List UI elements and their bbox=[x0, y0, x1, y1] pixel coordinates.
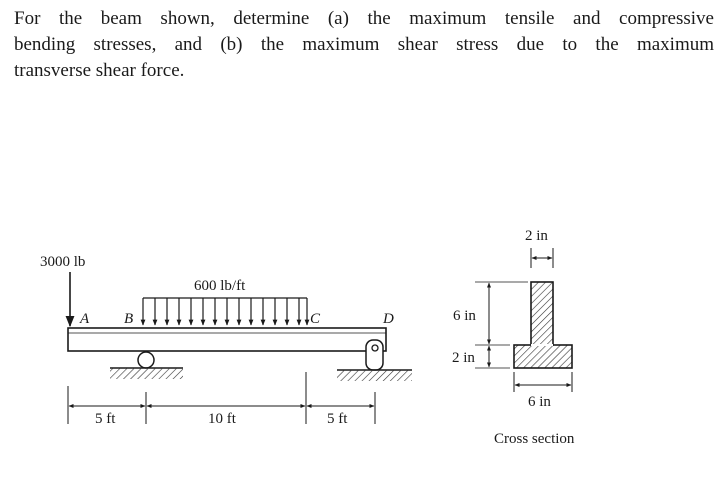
span-bc-label: 10 ft bbox=[208, 411, 236, 427]
web-width-label: 2 in bbox=[452, 350, 475, 366]
cross-section-caption: Cross section bbox=[494, 431, 575, 447]
problem-line-2: bending stresses, and (b) the maximum shear stress due to the maximum bbox=[14, 34, 714, 55]
flange-width-label: 6 in bbox=[528, 394, 551, 410]
roller-support bbox=[110, 352, 183, 379]
section-flange bbox=[514, 345, 572, 368]
beam-diagram bbox=[40, 254, 412, 427]
point-b-label: B bbox=[124, 311, 134, 327]
problem-line-1: For the beam shown, determine (a) the maximum tensile and compressive bbox=[14, 8, 714, 29]
point-c-label: C bbox=[310, 311, 321, 327]
span-cd-label: 5 ft bbox=[327, 411, 348, 427]
point-d-label: D bbox=[383, 311, 394, 327]
web-height-label: 6 in bbox=[453, 308, 476, 324]
cross-section bbox=[452, 228, 575, 447]
point-load-label: 3000 lb bbox=[40, 254, 86, 270]
distributed-load-label: 600 lb/ft bbox=[194, 278, 246, 294]
section-web bbox=[531, 282, 553, 345]
span-ab-label: 5 ft bbox=[95, 411, 116, 427]
distributed-load-arrows bbox=[143, 298, 307, 325]
beam-body bbox=[68, 328, 386, 351]
problem-line-3: transverse shear force. bbox=[14, 60, 185, 81]
flange-thickness-label: 2 in bbox=[525, 228, 548, 244]
point-a-label: A bbox=[80, 311, 90, 327]
